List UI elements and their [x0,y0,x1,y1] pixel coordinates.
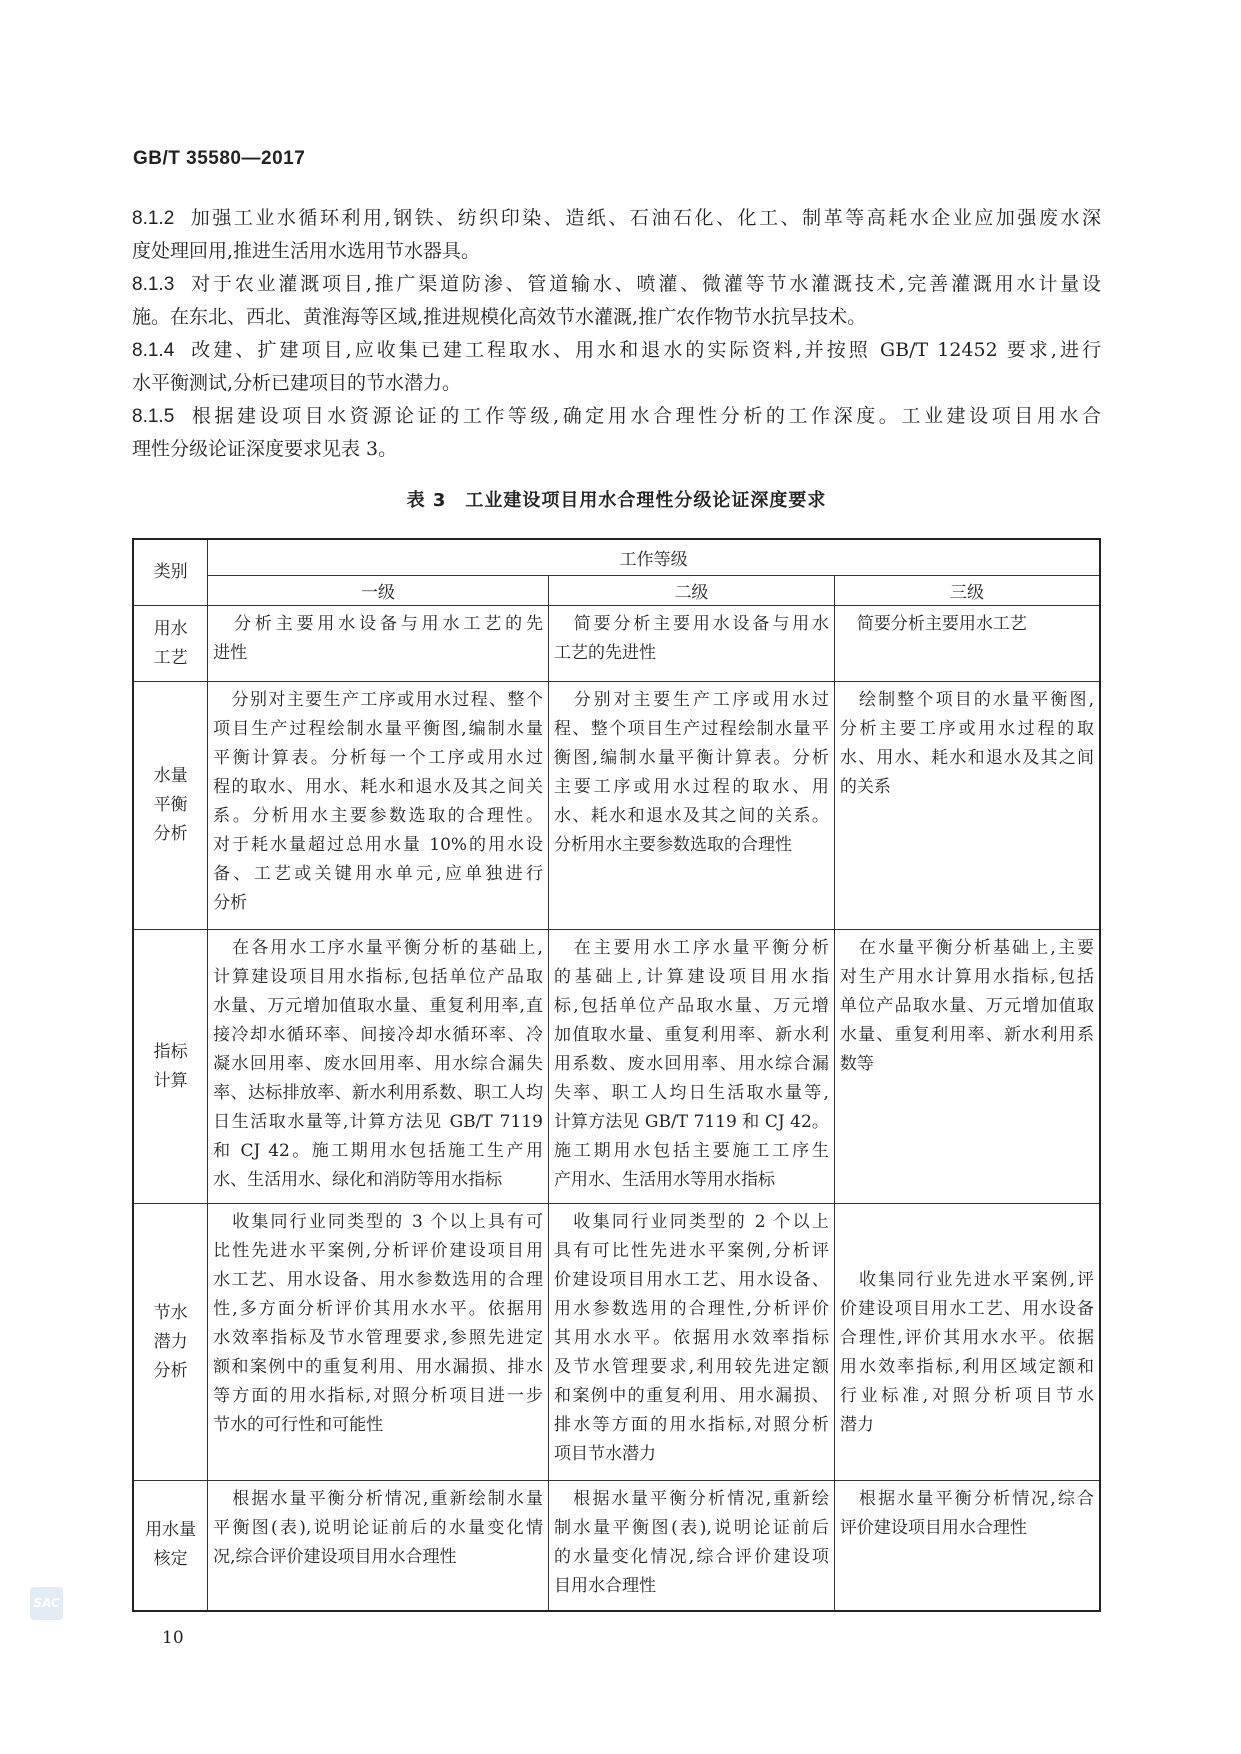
cell-line: 水工艺、用水设备、用水参数选用的合理 [213,1270,543,1290]
cell-line: 水效率指标及节水管理要求,参照先进定 [213,1328,543,1348]
cell-line: 水、耗水和退水及其之间的关系。 [553,806,829,826]
cell-line: 接冷却水循环率、间接冷却水循环率、冷 [213,1025,543,1045]
cell-line: 额和案例中的重复利用、用水漏损、排水 [213,1357,543,1377]
header-level-1: 一级 [208,576,549,606]
header-level-2: 二级 [548,576,834,606]
table-row [133,606,1100,682]
category-line: 计算 [153,1070,188,1091]
cell-line: 水量、重复利用率、新水利用系 [839,1025,1094,1045]
cell-line: 和 CJ 42。施工期用水包括施工生产用 [213,1141,543,1161]
cell-line: 排水等方面的用水指标,对照分析 [553,1415,829,1435]
line-text: 水平衡测试,分析已建项目的节水潜力。 [132,372,462,394]
cell-line: 用水参数选用的合理性,分析评价 [553,1299,829,1319]
cell-line: 用系数、废水回用率、用水综合漏 [553,1054,829,1074]
paragraph-line [132,400,1101,433]
standard-number: GB/T 35580—2017 [133,148,306,169]
sac-watermark-logo: SAC [30,1587,63,1620]
cell-line: 其用水水平。依据用水效率指标 [553,1328,829,1348]
paragraph-line [132,202,1101,235]
cell-line: 平衡图(表),说明论证前后的水量变化情 [213,1518,543,1538]
cell-line: 分析主要工序或用水过程的取 [839,719,1094,739]
level-3-cell [834,606,1100,682]
cell-line: 进性 [213,643,248,663]
cell-line: 工艺的先进性 [553,643,656,663]
cell-line: 行业标准,对照分析项目节水 [839,1386,1094,1406]
category-cell [133,1204,208,1481]
category-cell [133,606,208,682]
cell-line: 目用水合理性 [553,1576,656,1596]
level-1-cell [208,606,549,682]
cell-line: 节水的可行性和可能性 [213,1415,384,1435]
cell-line: 分别对主要生产工序或用水过 [553,690,829,710]
cell-line: 在水量平衡分析基础上,主要 [839,938,1094,958]
level-3-cell [834,682,1100,930]
cell-line: 简要分析主要用水设备与用水 [553,614,829,634]
cell-line: 分析用水主要参数选取的合理性 [553,835,792,855]
cell-line: 在主要用水工序水量平衡分析 [553,938,829,958]
clause-number: 8.1.3 [132,274,175,295]
category-line: 指标 [153,1041,188,1062]
paragraph-8-1-3 [132,268,1101,334]
cell-line: 主要工序或用水过程的取水、用 [553,777,829,797]
paragraph-line [132,268,1101,301]
cell-line: 分析主要用水设备与用水工艺的先 [213,614,543,634]
cell-line: 在各用水工序水量平衡分析的基础上, [213,938,543,958]
cell-line: 率、达标排放率、新水利用系数、职工人均 [213,1083,543,1103]
level-3-cell [834,930,1100,1204]
cell-line: 合理性,评价其用水水平。依据 [839,1328,1094,1348]
cell-line: 计算方法见 GB/T 7119 和 CJ 42。 [553,1112,829,1132]
cell-line: 数等 [839,1054,874,1074]
clause-number: 8.1.2 [132,208,175,229]
category-line: 水量 [153,766,188,786]
clause-number: 8.1.5 [132,406,175,427]
category-line: 潜力 [153,1331,188,1352]
cell-line: 水、生活用水、绿化和消防等用水指标 [213,1170,503,1190]
category-line: 节水 [153,1302,188,1323]
table-row [133,1481,1100,1611]
cell-line: 价建设项目用水工艺、用水设备、 [553,1270,829,1290]
paragraph-line [132,301,1101,334]
line-text: 加强工业水循环利用,钢铁、纺织印染、造纸、石油石化、化工、制革等高耗水企业应加强废水深 [188,207,1101,229]
paragraph-8-1-5 [132,400,1101,466]
level-2-cell [548,682,834,930]
cell-line [840,1237,1094,1266]
cell-line: 备、工艺或关键用水单元,应单独进行 [213,864,543,884]
category-line: 用水 [153,618,188,639]
cell-line: 单位产品取水量、万元增加值取 [839,996,1094,1016]
category-line: 分析 [153,1360,188,1381]
cell-line: 和案例中的重复利用、用水漏损、 [553,1386,829,1406]
cell-line: 及节水管理要求,利用较先进定额 [553,1357,829,1377]
cell-line: 简要分析主要用水工艺 [839,614,1027,634]
cell-line: 标,包括单位产品取水量、万元增 [553,996,829,1016]
paragraph-line [132,334,1101,367]
clause-number: 8.1.4 [132,340,175,361]
cell-line: 日生活取水量等,计算方法见 GB/T 7119 [213,1112,543,1132]
cell-line: 等方面的用水指标,对照分析项目进一步 [213,1386,543,1406]
cell-line: 加值取水量、重复利用率、新水利 [553,1025,829,1045]
paragraph-8-1-2 [132,202,1101,268]
cell-line: 绘制整个项目的水量平衡图, [839,690,1094,710]
category-line: 用水量 [145,1520,197,1541]
cell-line: 根据水量平衡分析情况,综合 [839,1489,1094,1509]
paragraph-line [132,367,1101,400]
cell-line: 程、整个项目生产过程绘制水量平 [553,719,829,739]
table-row [133,1204,1100,1481]
header-work-level: 工作等级 [208,539,1100,576]
level-1-cell [208,930,549,1204]
cell-line: 水量、万元增加值取水量、重复利用率,直 [213,996,543,1016]
category-line: 核定 [153,1549,188,1570]
cell-line: 根据水量平衡分析情况,重新绘 [553,1489,829,1509]
cell-line: 根据水量平衡分析情况,重新绘制水量 [213,1489,543,1509]
category-cell [133,682,208,930]
cell-line: 制水量平衡图(表),说明论证前后 [553,1518,829,1538]
cell-line: 对于耗水量超过总用水量 10%的用水设 [213,835,543,855]
category-line: 工艺 [153,647,188,668]
cell-line: 况,综合评价建设项目用水合理性 [213,1547,457,1567]
cell-line: 收集同行业先进水平案例,评 [839,1270,1094,1290]
line-text: 理性分级论证深度要求见表 3。 [132,438,398,460]
cell-line: 项目生产过程绘制水量平衡图,编制水量 [213,719,543,739]
cell-line: 对生产用水计算用水指标,包括 [839,967,1094,987]
cell-line: 分析 [213,893,248,913]
cell-line: 的关系 [839,777,891,797]
cell-line: 程的取水、用水、耗水和退水及其之间关 [213,777,543,797]
cell-line: 收集同行业同类型的 2 个以上 [553,1212,829,1232]
header-level-3: 三级 [834,576,1100,606]
level-3-cell [834,1204,1100,1481]
level-2-cell [548,1204,834,1481]
line-text: 施。在东北、西北、黄淮海等区域,推进规模化高效节水灌溉,推广农作物节水抗旱技术。 [132,306,867,328]
level-2-cell [548,930,834,1204]
cell-line [840,1208,1094,1237]
cell-line: 凝水回用率、废水回用率、用水综合漏失 [213,1054,543,1074]
line-text: 根据建设项目水资源论证的工作等级,确定用水合理性分析的工作深度。工业建设项目用水合 [188,405,1101,427]
line-text: 改建、扩建项目,应收集已建工程取水、用水和退水的实际资料,并按照 GB/T 12452 要求,进行 [188,339,1101,361]
requirements-table [132,538,1101,1612]
cell-line: 用水效率指标,利用区域定额和 [839,1357,1094,1377]
cell-line: 衡图,编制水量平衡计算表。分析 [553,748,829,768]
cell-line: 计算建设项目用水指标,包括单位产品取 [213,967,543,987]
category-line: 平衡 [153,795,188,815]
category-cell [133,930,208,1204]
cell-line: 项目节水潜力 [553,1444,656,1464]
paragraph-line [132,235,1101,268]
cell-line: 失率、职工人均日生活取水量等, [553,1083,829,1103]
paragraph-line [132,433,1101,466]
table-row [133,930,1100,1204]
level-1-cell [208,1204,549,1481]
cell-line: 性,多方面分析评价其用水水平。依据用 [213,1299,543,1319]
category-cell [133,1481,208,1611]
body-text [132,202,1101,466]
line-text: 度处理回用,推进生活用水选用节水器具。 [132,240,481,262]
header-category: 类别 [133,539,208,606]
paragraph-8-1-4 [132,334,1101,400]
cell-line: 潜力 [839,1415,874,1435]
cell-line: 系。分析用水主要参数选取的合理性。 [213,806,543,826]
cell-line: 水、用水、耗水和退水及其之间 [839,748,1094,768]
cell-line: 的水量变化情况,综合评价建设项 [553,1547,829,1567]
cell-line: 产用水、生活用水等用水指标 [553,1170,775,1190]
level-1-cell [208,1481,549,1611]
cell-line: 比性先进水平案例,分析评价建设项目用 [213,1241,543,1261]
cell-line: 收集同行业同类型的 3 个以上具有可 [213,1212,543,1232]
table-row [133,682,1100,930]
cell-line: 评价建设项目用水合理性 [839,1518,1027,1538]
cell-line: 价建设项目用水工艺、用水设备 [839,1299,1094,1319]
page-number: 10 [162,1628,184,1648]
cell-line: 的基础上,计算建设项目用水指 [553,967,829,987]
cell-line: 具有可比性先进水平案例,分析评 [553,1241,829,1261]
category-line: 分析 [153,824,188,844]
cell-line: 平衡计算表。分析每一个工序或用水过 [213,748,543,768]
level-3-cell [834,1481,1100,1611]
table-title: 表 3 工业建设项目用水合理性分级论证深度要求 [406,490,827,511]
level-2-cell [548,1481,834,1611]
level-1-cell [208,682,549,930]
cell-line: 分别对主要生产工序或用水过程、整个 [213,690,543,710]
cell-line: 施工期用水包括主要施工工序生 [553,1141,829,1161]
level-2-cell [548,606,834,682]
line-text: 对于农业灌溉项目,推广渠道防渗、管道输水、喷灌、微灌等节水灌溉技术,完善灌溉用水计量设 [188,273,1101,295]
